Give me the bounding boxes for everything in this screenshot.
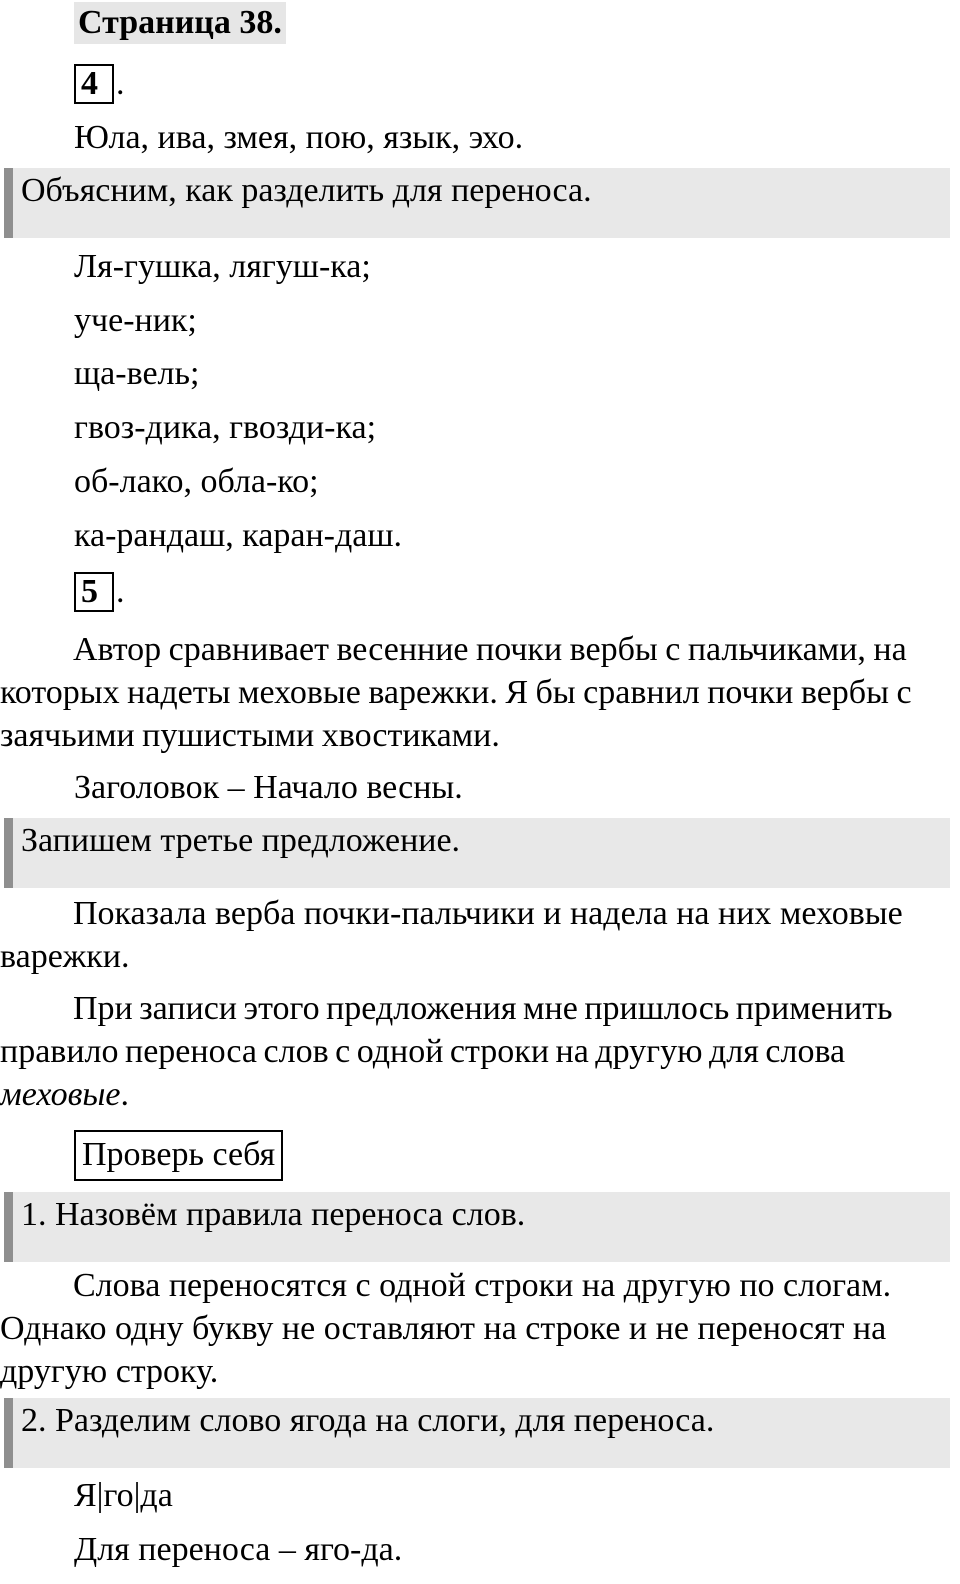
- task-4-words: Юла, ива, змея, пою, язык, эхо.: [74, 119, 524, 156]
- task-4-line-5: об-лако, обла-ко;: [74, 463, 319, 500]
- task-5-number: 5: [74, 572, 114, 612]
- task-4-line-1: Ля-гушка, лягуш-ка;: [74, 248, 371, 285]
- check-question-2: 2. Разделим слово ягода на слоги, для переноса.: [4, 1398, 950, 1468]
- task-5-paragraph-2-word: меховые: [0, 1076, 121, 1113]
- page-title: Страница 38.: [74, 2, 286, 44]
- task-4-line-6: ка-рандаш, каран-даш.: [74, 517, 403, 554]
- task-4-line-4: гвоз-дика, гвозди-ка;: [74, 409, 377, 446]
- check-answer-1: Слова переносятся с одной строки на другую по слогам. Однако одну букву не оставляют на строке и не переносят на другую строку.: [0, 1267, 892, 1390]
- task-5-paragraph-2-end: .: [120, 1076, 129, 1113]
- task-5-paragraph-1: Автор сравнивает весенние почки вербы с пальчиками, на которых надеты меховые варежки. Я бы сравнил почки вербы с заячьими пушистыми хвостиками.: [0, 631, 912, 754]
- check-question-1: 1. Назовём правила переноса слов.: [4, 1192, 950, 1262]
- task-4-number-dot: .: [116, 65, 125, 102]
- task-5-paragraph-2-start: При записи этого предложения мне пришлось применить правило переноса слов с одной строки на другую для слова: [0, 990, 893, 1070]
- task-4-line-2: уче-ник;: [74, 302, 197, 339]
- check-syllables: Я|го|да: [74, 1477, 173, 1514]
- task-4-line-3: ща-вель;: [74, 355, 200, 392]
- task-5-paragraph-2: [0, 987, 960, 1116]
- check-answer-2: Для переноса – яго-да.: [74, 1531, 403, 1568]
- task-4-hint: Объясним, как разделить для переноса.: [4, 168, 950, 238]
- task-4-number: 4: [74, 64, 114, 104]
- task-5-hint: Запишем третье предложение.: [4, 818, 950, 888]
- check-yourself-label: Проверь себя: [74, 1130, 283, 1181]
- task-5-number-dot: .: [116, 573, 125, 610]
- task-5-title-line: Заголовок – Начало весны.: [74, 769, 463, 806]
- task-5-sentence: Показала верба почки-пальчики и надела на них меховые варежки.: [0, 895, 903, 975]
